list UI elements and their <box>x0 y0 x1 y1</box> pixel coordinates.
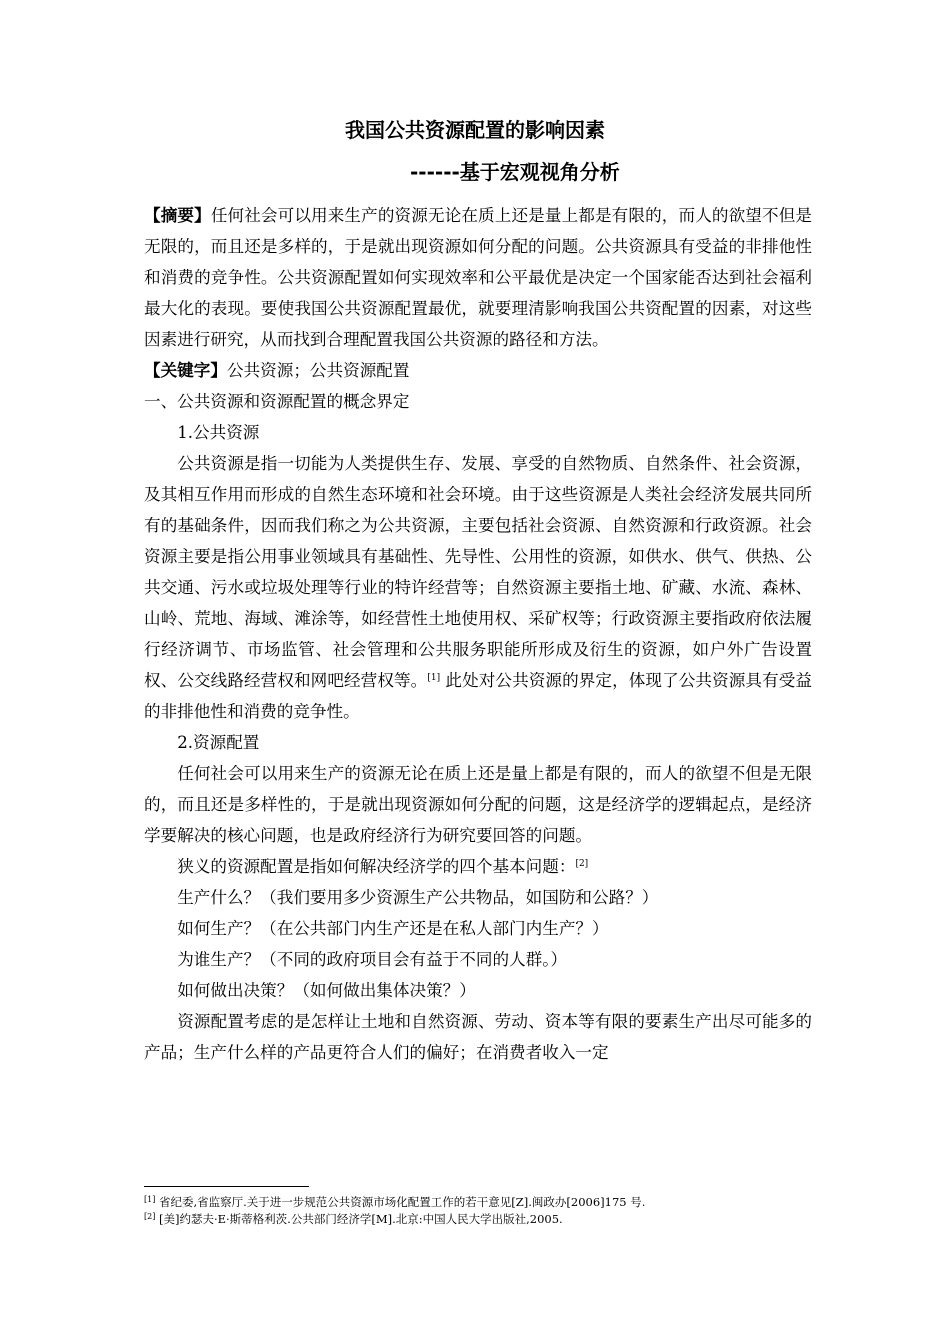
abstract-text: 任何社会可以用来生产的资源无论在质上还是量上都是有限的，而人的欲望不但是无限的，而且还是多样的，于是就出现资源如何分配的问题。公共资源具有受益的非排他性和消费的竞争性。公共资源配置如何实现效率和公平最优是决定一个国家能否达到社会福利最大化的表现。要使我国公共资源配置最优，就要理清影响我国公共资配置的因素，对这些因素进行研究，从而找到合理配置我国公共资源的路径和方法。 <box>144 206 812 349</box>
public-resources-text-cont: 此处对公共资源的界定，体现了公共资源具有受益的非排他性和消费的竞争性。 <box>144 671 813 721</box>
subsection-heading-public-resources: 1.公共资源 <box>177 423 260 442</box>
footnote-1 <box>144 1194 824 1211</box>
allocation-paragraph-3: 资源配置考虑的是怎样让土地和自然资源、劳动、资本等有限的要素生产出尽可能多的产品；生产什么样的产品更符合人们的偏好；在消费者收入一定 <box>144 1012 812 1062</box>
subsection-heading-allocation: 2.资源配置 <box>177 733 260 752</box>
page-subtitle: ------基于宏观视角分析 <box>410 160 620 184</box>
abstract-label: 【摘要】 <box>144 205 211 225</box>
citation-ref-2[interactable]: [2] <box>575 859 589 869</box>
footnote-separator <box>144 1186 309 1187</box>
footnote-2 <box>144 1211 824 1228</box>
keywords-text: 公共资源；公共资源配置 <box>226 361 410 380</box>
allocation-paragraph-2 <box>144 851 812 882</box>
footnote-1-mark: [1] <box>144 1195 156 1204</box>
footnote-1-text: 省纪委,省监察厅.关于进一步规范公共资源市场化配置工作的若干意见[Z].闽政办[2006]175 号. <box>155 1195 646 1209</box>
question-what: 生产什么？（我们要用多少资源生产公共物品，如国防和公路？） <box>177 888 659 907</box>
public-resources-paragraph <box>144 448 812 727</box>
keywords-label: 【关键字】 <box>144 360 227 380</box>
section-heading: 一、公共资源和资源配置的概念界定 <box>144 392 410 411</box>
question-for-whom: 为谁生产？（不同的政府项目会有益于不同的人群。） <box>177 950 568 969</box>
footnotes <box>144 1194 824 1228</box>
question-decision: 如何做出决策？（如何做出集体决策？） <box>177 981 476 1000</box>
allocation-paragraph-2-text: 狭义的资源配置是指如何解决经济学的四个基本问题： <box>177 857 576 876</box>
public-resources-text: 公共资源是指一切能为人类提供生存、发展、享受的自然物质、自然条件、社会资源，及其相互作用而形成的自然生态环境和社会环境。由于这些资源是人类社会经济发展共同所有的基础条件，因而我们称之为公共资源，主要包括社会资源、自然资源和行政资源。社会资源主要是指公用事业领域具有基础性、先导性、公用性的资源，如供水、供气、供热、公共交通、污水或垃圾处理等行业的特许经营等；自然资源主要指土地、矿藏、水流、森林、山岭、荒地、海域、滩涂等，如经营性土地使用权、采矿权等；行政资源主要指政府依法履行经济调节、市场监管、社会管理和公共服务职能所形成及衍生的资源，如户外广告设置权、公交线路经营权和网吧经营权等。 <box>144 454 812 690</box>
allocation-paragraph-1: 任何社会可以用来生产的资源无论在质上还是量上都是有限的，而人的欲望不但是无限的，而且还是多样性的，于是就出现资源如何分配的问题，这是经济学的逻辑起点，是经济学要解决的核心问题，也是政府经济行为研究要回答的问题。 <box>144 764 812 845</box>
question-how: 如何生产？（在公共部门内生产还是在私人部门内生产？） <box>177 919 609 938</box>
citation-ref-1[interactable]: [1] <box>427 673 441 683</box>
footnote-2-mark: [2] <box>144 1212 156 1221</box>
footnote-2-text: [美]约瑟夫·E·斯蒂格利茨.公共部门经济学[M].北京:中国人民大学出版社,2005. <box>155 1212 563 1226</box>
abstract-paragraph <box>144 200 812 355</box>
page-title: 我国公共资源配置的影响因素 <box>345 118 605 142</box>
document-body <box>144 200 812 1068</box>
keywords-paragraph <box>144 355 812 386</box>
